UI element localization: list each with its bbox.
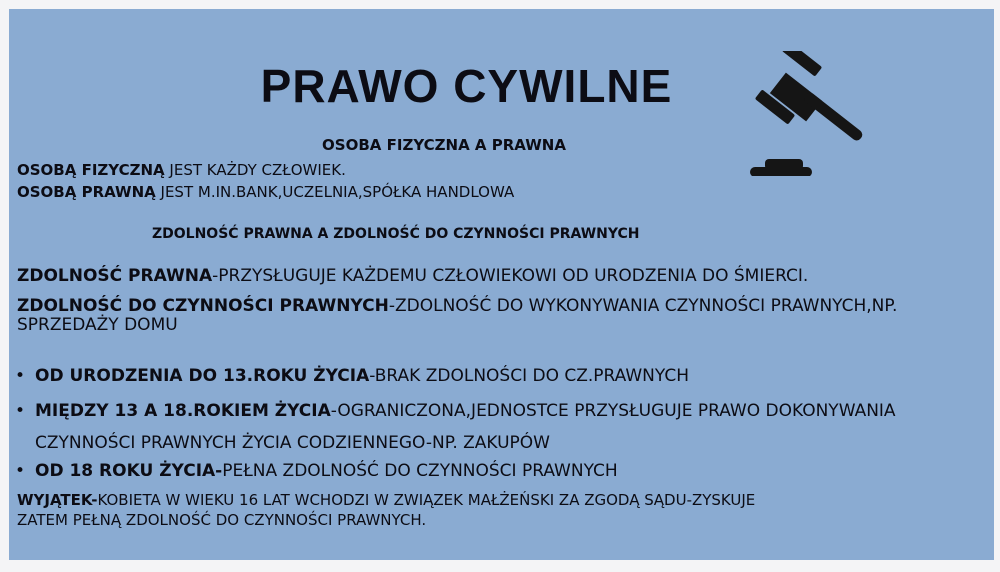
zdolnosc-prawna-term: ZDOLNOŚĆ PRAWNA xyxy=(17,266,213,286)
bullet-marker: • xyxy=(15,461,26,481)
osoba-prawna-line xyxy=(17,183,994,201)
section-heading-osoba: OSOBA FIZYCZNA A PRAWNA xyxy=(322,136,566,154)
exception-line xyxy=(17,491,994,509)
age-bullet-18 xyxy=(35,461,994,481)
section-heading-zdolnosc: ZDOLNOŚĆ PRAWNA A ZDOLNOŚĆ DO CZYNNOŚCI PRAWNYCH xyxy=(152,226,640,242)
zdolnosc-prawna-line xyxy=(17,266,994,286)
slide xyxy=(9,9,994,560)
exception-continuation: ZATEM PEŁNĄ ZDOLNOŚĆ DO CZYNNOŚCI PRAWNYCH. xyxy=(17,511,427,529)
osoba-fizyczna-line xyxy=(17,161,994,179)
zdolnosc-prawna-text: -PRZYSŁUGUJE KAŻDEMU CZŁOWIEKOWI OD URODZENIA DO ŚMIERCI. xyxy=(212,266,809,286)
exception-text: KOBIETA W WIEKU 16 LAT WCHODZI W ZWIĄZEK MAŁŻEŃSKI ZA ZGODĄ SĄDU-ZYSKUJE xyxy=(97,491,756,509)
gavel-icon xyxy=(737,51,867,176)
bullet-marker: • xyxy=(15,401,26,421)
osoba-prawna-term: OSOBĄ PRAWNĄ xyxy=(17,183,156,201)
bullet-marker: • xyxy=(15,366,26,386)
age-bullet-0-13-text: -BRAK ZDOLNOŚCI DO CZ.PRAWNYCH xyxy=(369,366,689,386)
zdolnosc-czynnosci-line xyxy=(17,296,994,316)
age-bullet-0-13 xyxy=(35,366,994,386)
age-bullet-13-18-text: -OGRANICZONA,JEDNOSTCE PRZYSŁUGUJE PRAWO DOKONYWANIA xyxy=(330,401,896,421)
age-bullet-18-text: PEŁNA ZDOLNOŚĆ DO CZYNNOŚCI PRAWNYCH xyxy=(222,461,618,481)
osoba-fizyczna-text: JEST KAŻDY CZŁOWIEK. xyxy=(164,161,346,179)
age-bullet-18-term: OD 18 ROKU ŻYCIA- xyxy=(35,461,223,481)
zdolnosc-czynnosci-text: -ZDOLNOŚĆ DO WYKONYWANIA CZYNNOŚCI PRAWNYCH,NP. xyxy=(388,296,898,316)
zdolnosc-czynnosci-term: ZDOLNOŚĆ DO CZYNNOŚCI PRAWNYCH xyxy=(17,296,389,316)
osoba-fizyczna-term: OSOBĄ FIZYCZNĄ xyxy=(17,161,165,179)
age-bullet-13-18-term: MIĘDZY 13 A 18.ROKIEM ŻYCIA xyxy=(35,401,331,421)
exception-term: WYJĄTEK- xyxy=(17,491,98,509)
zdolnosc-czynnosci-continuation: SPRZEDAŻY DOMU xyxy=(17,315,178,335)
age-bullet-13-18 xyxy=(35,401,994,421)
age-bullet-0-13-term: OD URODZENIA DO 13.ROKU ŻYCIA xyxy=(35,366,370,386)
slide-title: PRAWO CYWILNE xyxy=(260,60,673,112)
osoba-prawna-text: JEST M.IN.BANK,UCZELNIA,SPÓŁKA HANDLOWA xyxy=(155,183,515,201)
age-bullet-13-18-continuation: CZYNNOŚCI PRAWNYCH ŻYCIA CODZIENNEGO-NP. ZAKUPÓW xyxy=(35,433,550,453)
